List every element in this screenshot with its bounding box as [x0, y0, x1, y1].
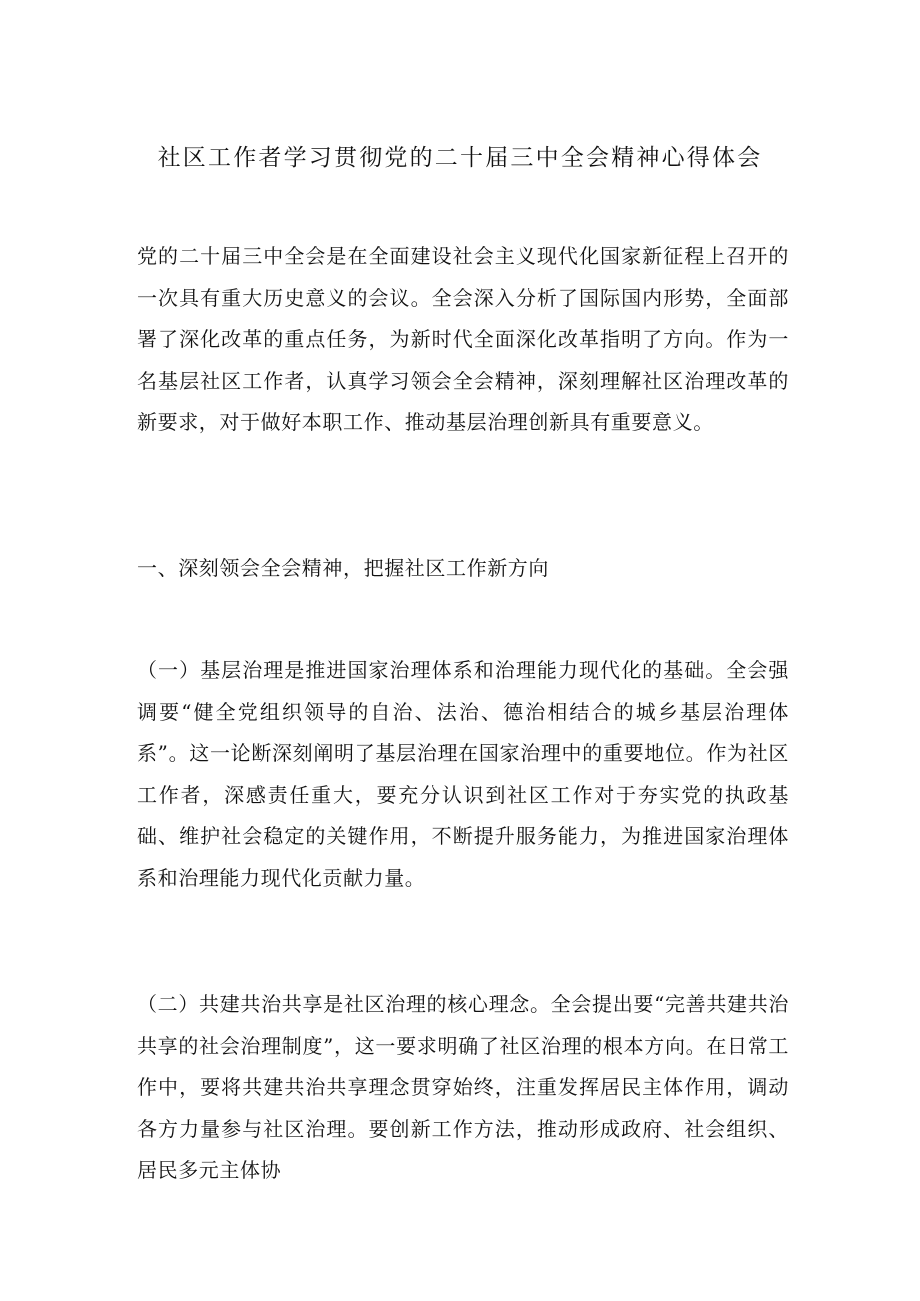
paragraph-text: （一）基层治理是推进国家治理体系和治理能力现代化的基础。全会强调要“健全党组织领导的自治、法治、德治相结合的城乡基层治理体系”。这一论断深刻阐明了基层治理在国家治理中的重要地位。作为社区工作者，深感责任重大，要充分认识到社区工作对于夯实党的执政基础、维护社会稳定的关键作用，不断提升服务能力，为推进国家治理体系和治理能力现代化贡献力量。 [137, 658, 789, 890]
intro-paragraph [137, 236, 789, 444]
heading-text: 一、深刻领会全会精神，把握社区工作新方向 [137, 556, 549, 580]
paragraph-text: （二）共建共治共享是社区治理的核心理念。全会提出要“完善共建共治共享的社会治理制度”，这一要求明确了社区治理的根本方向。在日常工作中，要将共建共治共享理念贯穿始终，注重发挥居民主体作用，调动各方力量参与社区治理。要创新工作方法，推动形成政府、社会组织、居民多元主体协 [137, 992, 789, 1183]
paragraph-text: 党的二十届三中全会是在全面建设社会主义现代化国家新征程上召开的一次具有重大历史意义的会议。全会深入分析了国际国内形势，全面部署了深化改革的重点任务，为新时代全面深化改革指明了方向。作为一名基层社区工作者，认真学习领会全会精神，深刻理解社区治理改革的新要求，对于做好本职工作、推动基层治理创新具有重要意义。 [137, 244, 789, 435]
section-heading [137, 548, 789, 590]
point-one-paragraph [137, 650, 789, 900]
point-two-paragraph [137, 984, 789, 1192]
document-title: 社区工作者学习贯彻党的二十届三中全会精神心得体会 [157, 145, 763, 171]
